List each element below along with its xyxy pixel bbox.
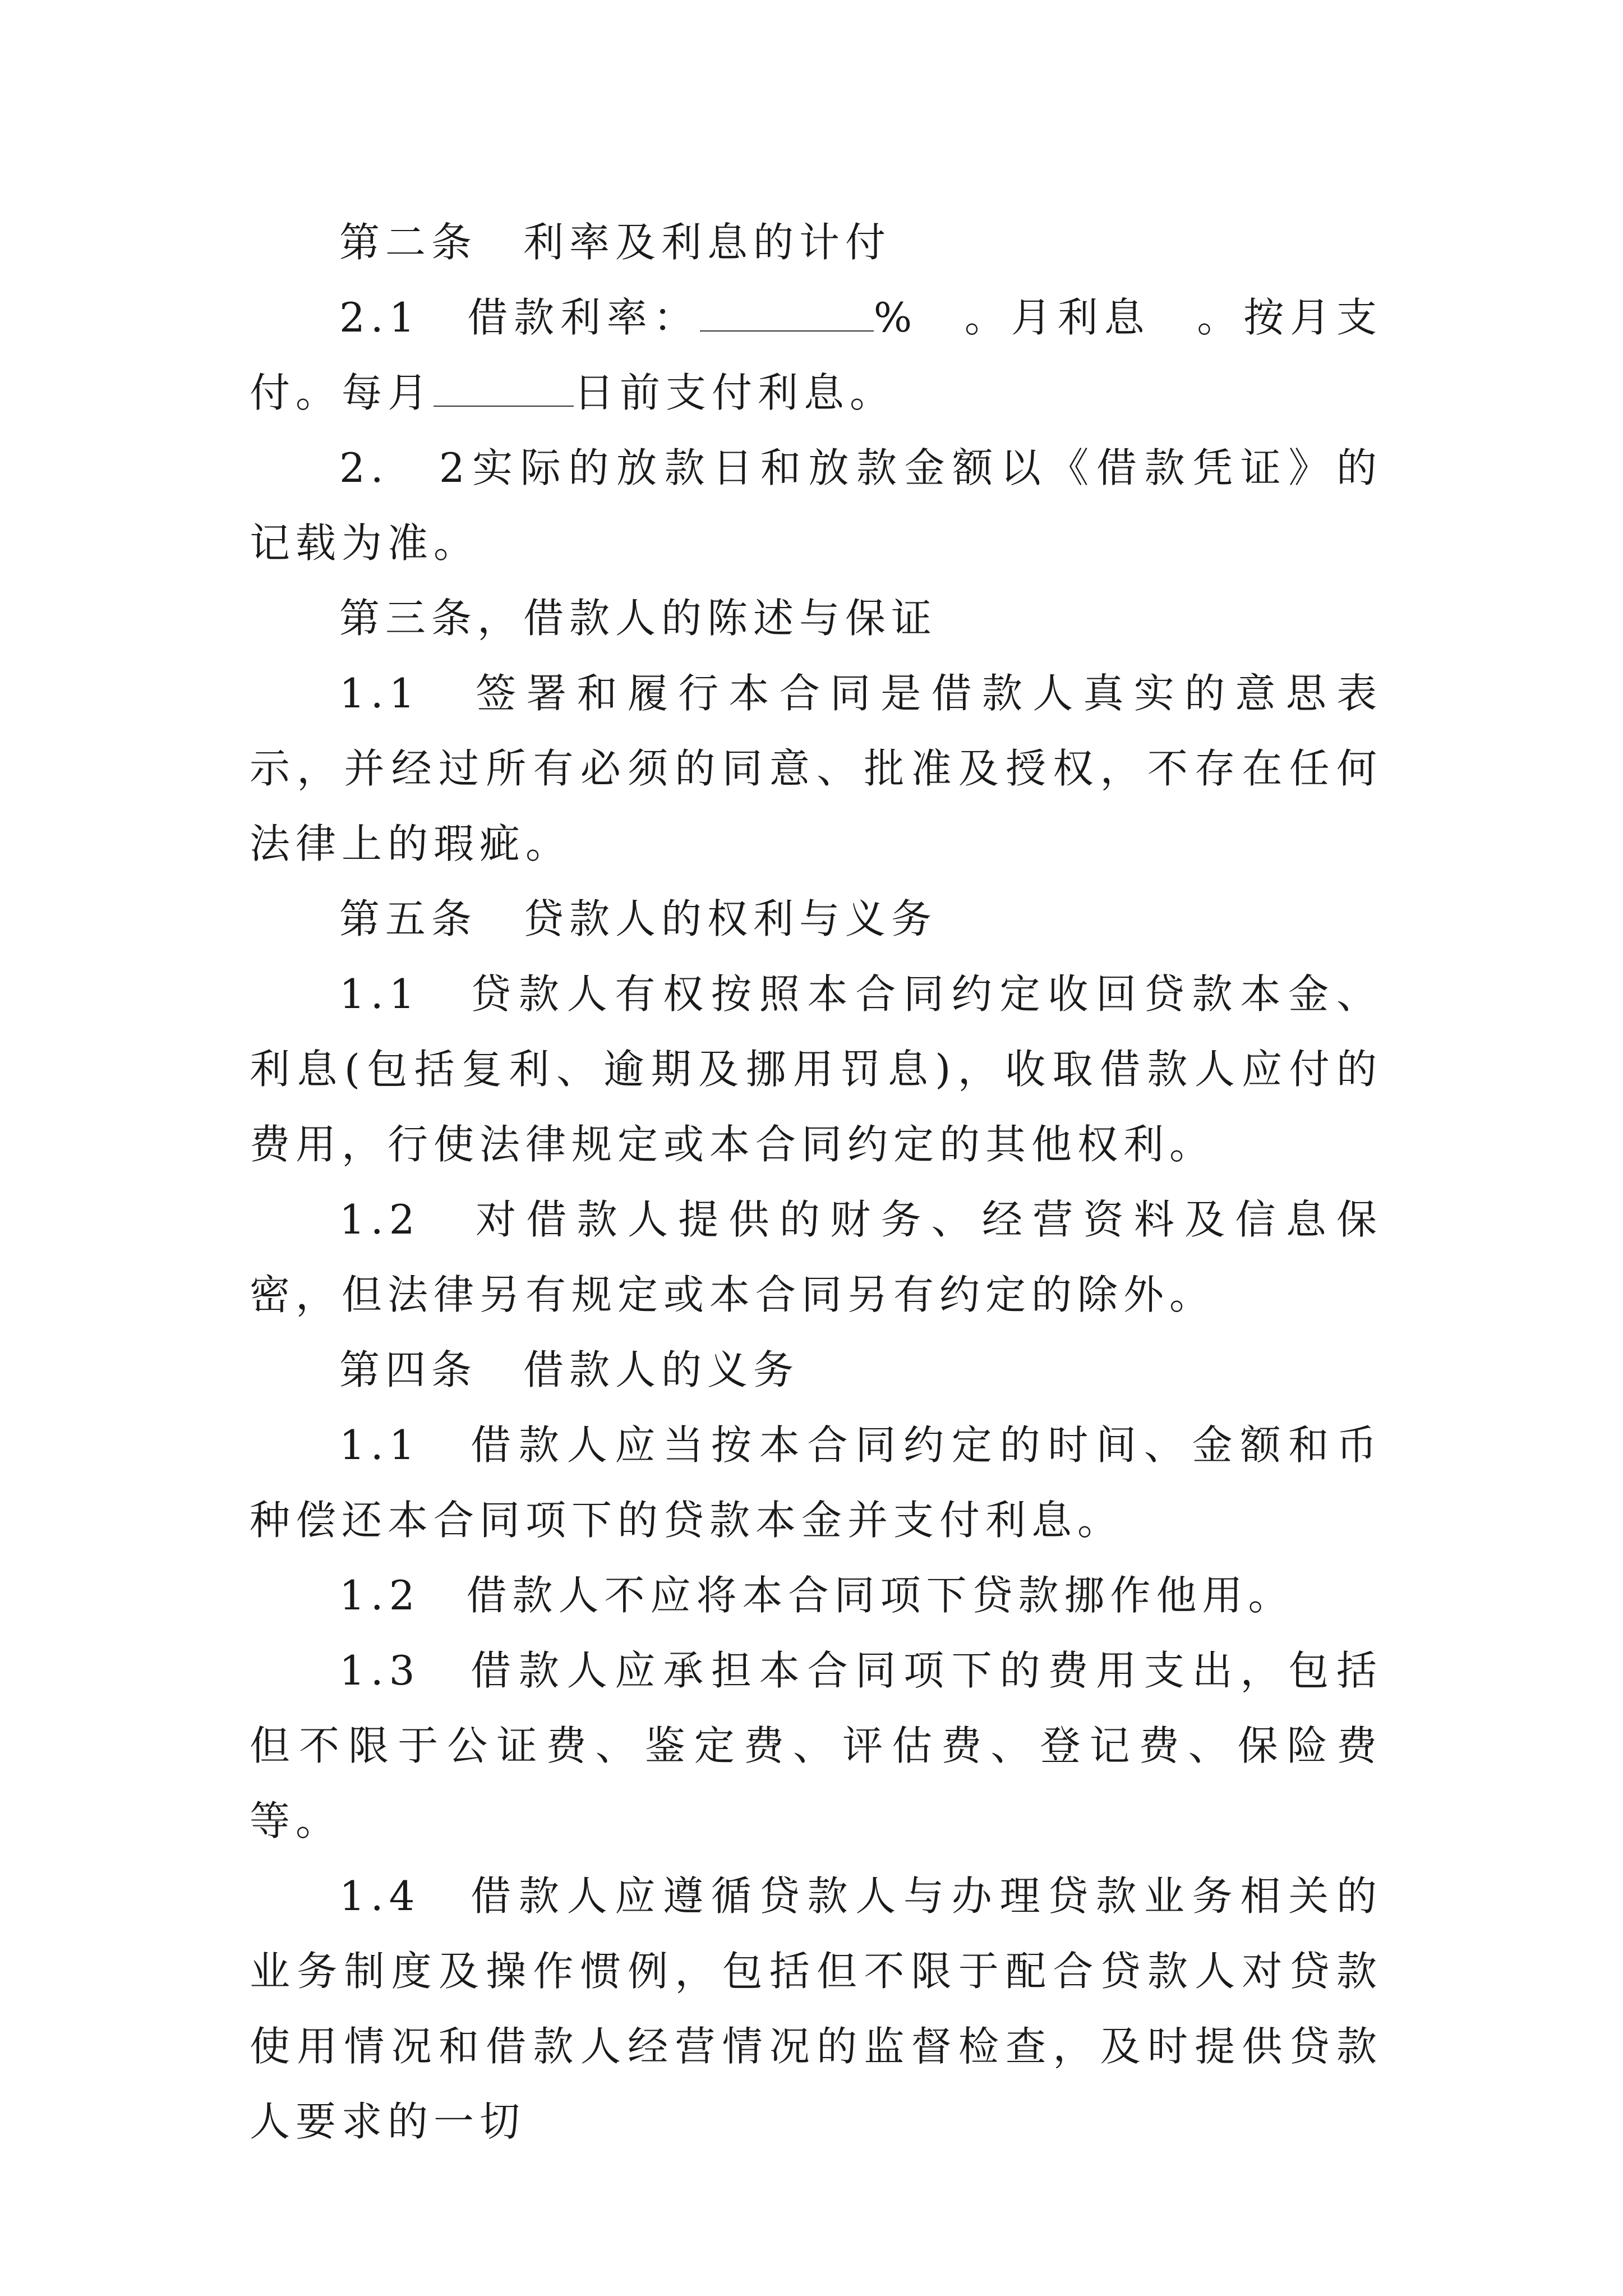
article-5-heading: 第五条 贷款人的权利与义务 <box>339 895 938 942</box>
article-2-2: 2. 2实际的放款日和放款金额以《借款凭证》的记载为准。 <box>250 444 1382 567</box>
article-2-1-suffix: 日前支付利息。 <box>574 369 896 416</box>
document-body <box>250 205 1382 2159</box>
article-4-4: 1.4 借款人应遵循贷款人与办理贷款业务相关的业务制度及操作惯例，包括但不限于配合贷款人对贷款使用情况和借款人经营情况的监督检查，及时提供贷款人要求的一切 <box>250 1872 1382 2145</box>
article-3-1: 1.1 签署和履行本合同是借款人真实的意思表示，并经过所有必须的同意、批准及授权，不存在任何法律上的瑕疵。 <box>250 670 1382 867</box>
article-4-2: 1.2 借款人不应将本合同项下贷款挪作他用。 <box>339 1572 1294 1619</box>
article-4-heading: 第四条 借款人的义务 <box>339 1346 800 1393</box>
article-2-1-prefix: 2.1 借款利率： <box>339 294 700 341</box>
article-2-heading: 第二条 利率及利息的计付 <box>339 219 892 266</box>
article-4-1: 1.1 借款人应当按本合同约定的时间、金额和币种偿还本合同项下的贷款本金并支付利息。 <box>250 1421 1382 1544</box>
article-2-1 <box>250 280 1382 430</box>
article-5-2: 1.2 对借款人提供的财务、经营资料及信息保密，但法律另有规定或本合同另有约定的除外。 <box>250 1196 1382 1318</box>
article-2-1-middle: % 。月利息 。按月支付。每月 <box>250 294 1382 416</box>
article-3-heading: 第三条，借款人的陈述与保证 <box>339 595 938 642</box>
article-5-1: 1.1 贷款人有权按照本合同约定收回贷款本金、利息(包括复利、逾期及挪用罚息)，收取借款人应付的费用，行使法律规定或本合同约定的其他权利。 <box>250 970 1382 1168</box>
article-4-3: 1.3 借款人应承担本合同项下的费用支出，包括但不限于公证费、鉴定费、评估费、登记费、保险费等。 <box>250 1647 1382 1844</box>
payment-day-blank <box>434 361 574 407</box>
interest-rate-blank <box>700 286 874 332</box>
